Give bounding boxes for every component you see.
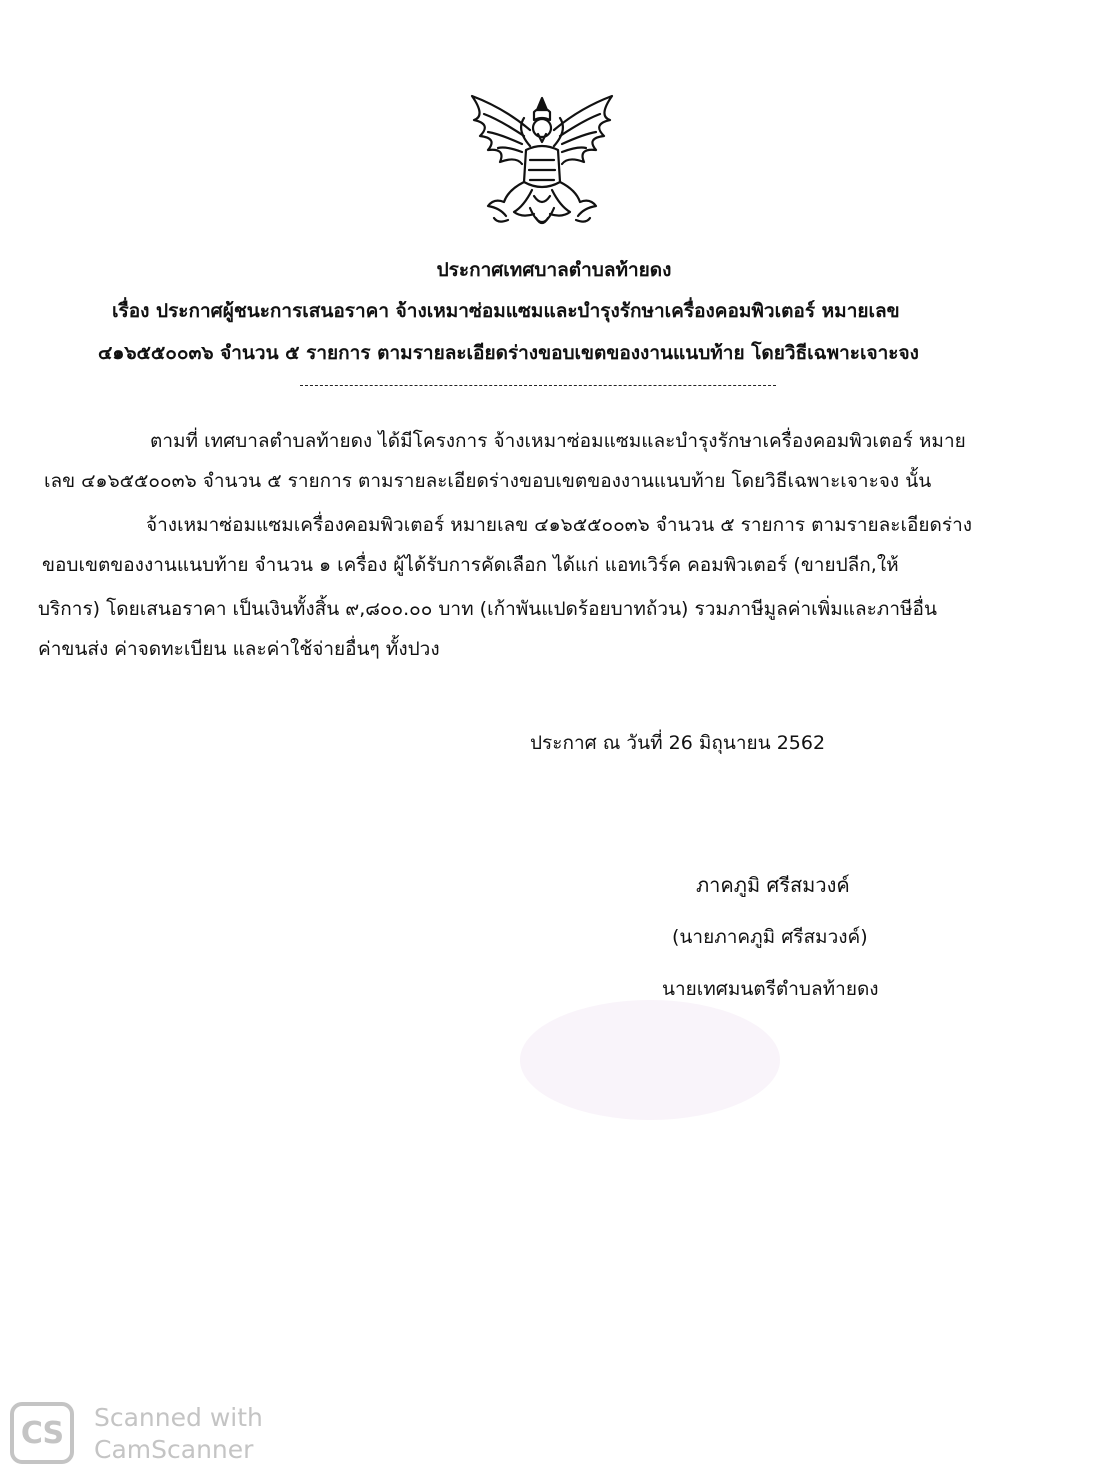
subject-line-2: ๔๑๖๕๕๐๐๓๖ จำนวน ๕ รายการ ตามรายละเอียดร่างขอบเขตของงานแนบท้าย โดยวิธีเฉพาะเจาะจง xyxy=(98,342,919,364)
camscanner-watermark xyxy=(10,1402,290,1468)
camscanner-logo-icon: CS xyxy=(10,1402,74,1464)
body-line-1: ตามที่ เทศบาลตำบลท้ายดง ได้มีโครงการ จ้างเหมาซ่อมแซมและบำรุงรักษาเครื่องคอมพิวเตอร์ หมาย xyxy=(150,430,966,452)
separator-line xyxy=(300,385,776,386)
body-line-6: ค่าขนส่ง ค่าจดทะเบียน และค่าใช้จ่ายอื่นๆ ทั้งปวง xyxy=(38,638,440,660)
signer-position: นายเทศมนตรีตำบลท้ายดง xyxy=(662,978,879,1000)
watermark-line-1: Scanned with xyxy=(94,1403,263,1432)
body-line-2: เลข ๔๑๖๕๕๐๐๓๖ จำนวน ๕ รายการ ตามรายละเอียดร่างขอบเขตของงานแนบท้าย โดยวิธีเฉพาะเจาะจง นั้น xyxy=(44,470,932,492)
subject-line-1: เรื่อง ประกาศผู้ชนะการเสนอราคา จ้างเหมาซ่อมแซมและบำรุงรักษาเครื่องคอมพิวเตอร์ หมายเลข xyxy=(112,300,900,322)
body-line-4: ขอบเขตของงานแนบท้าย จำนวน ๑ เครื่อง ผู้ได้รับการคัดเลือก ได้แก่ แอทเวิร์ค คอมพิวเตอร์ (ขายปลีก,ให้ xyxy=(42,554,899,576)
announcement-date: ประกาศ ณ วันที่ 26 มิถุนายน 2562 xyxy=(530,732,826,754)
body-line-5: บริการ) โดยเสนอราคา เป็นเงินทั้งสิ้น ๙,๘๐๐.๐๐ บาท (เก้าพันแปดร้อยบาทถ้วน) รวมภาษีมูลค่าเพิ่มและภาษีอื่น xyxy=(38,598,937,620)
signature-name: ภาคภูมิ ศรีสมวงค์ xyxy=(696,873,850,897)
body-line-3: จ้างเหมาซ่อมแซมเครื่องคอมพิวเตอร์ หมายเลข ๔๑๖๕๕๐๐๓๖ จำนวน ๕ รายการ ตามรายละเอียดร่าง xyxy=(146,514,973,536)
watermark-line-2: CamScanner xyxy=(94,1435,254,1464)
garuda-emblem-icon xyxy=(464,90,620,240)
signer-full-name: (นายภาคภูมิ ศรีสมวงค์) xyxy=(672,926,868,948)
scan-smudge xyxy=(520,1000,780,1120)
document-heading: ประกาศเทศบาลตำบลท้ายดง xyxy=(436,259,672,281)
